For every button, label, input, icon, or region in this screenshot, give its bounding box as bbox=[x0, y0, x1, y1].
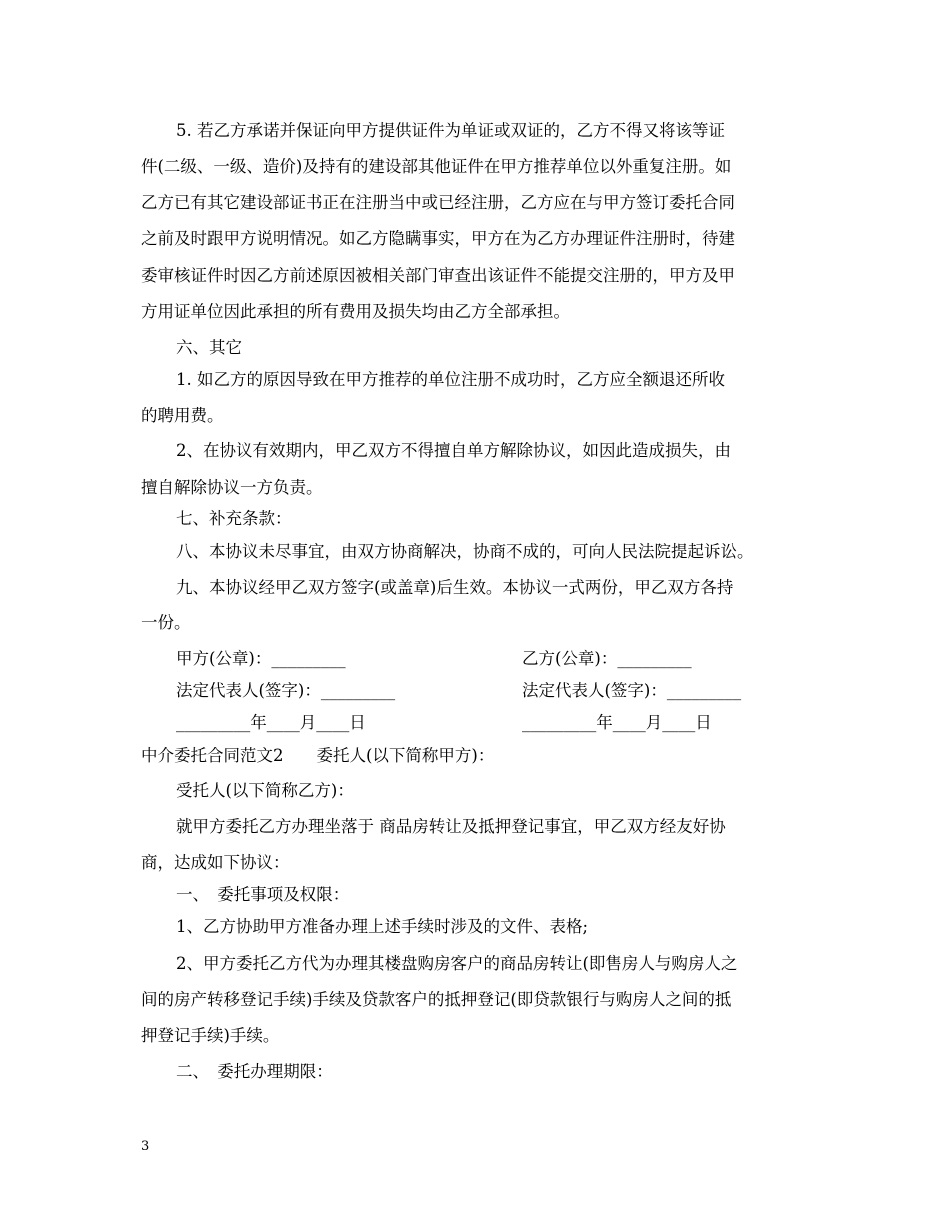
paragraph-line: 2、甲方委托乙方代为办理其楼盘购房客户的商品房转让(即售房人与购房人之 bbox=[176, 954, 738, 973]
paragraph-line: 就甲方委托乙方办理坐落于 商品房转让及抵押登记事宜，甲乙双方经友好协 bbox=[176, 817, 726, 836]
paragraph-line: 方用证单位因此承担的所有费用及损失均由乙方全部承担。 bbox=[141, 302, 570, 321]
paragraph-line: 九、本协议经甲乙双方签字(或盖章)后生效。本协议一式两份，甲乙双方各持 bbox=[176, 578, 734, 597]
paragraph-line: 间的房产转移登记手续)手续及贷款客户的抵押登记(即贷款银行与购房人之间的抵 bbox=[141, 990, 732, 1009]
paragraph-line: 八、本协议未尽事宜，由双方协商解决，协商不成的，可向人民法院提起诉讼。 bbox=[176, 542, 754, 561]
party-a-date-field: _________年____月____日 bbox=[176, 713, 366, 732]
paragraph-line: 受托人(以下简称乙方)： bbox=[176, 781, 354, 800]
party-b-date-field: _________年____月____日 bbox=[522, 713, 712, 732]
party-b-rep-field: 法定代表人(签字)：_________ bbox=[522, 681, 742, 700]
paragraph-line: 擅自解除协议一方负责。 bbox=[141, 478, 323, 497]
paragraph-line: 委审核证件时因乙方前述原因被相关部门审查出该证件不能提交注册的，甲方及甲 bbox=[141, 266, 735, 285]
paragraph-line: 件(二级、一级、造价)及持有的建设部其他证件在甲方推荐单位以外重复注册。如 bbox=[141, 157, 732, 176]
paragraph-line: 1. 如乙方的原因导致在甲方推荐的单位注册不成功时，乙方应全额退还所收 bbox=[176, 370, 725, 389]
paragraph-line: 之前及时跟甲方说明情况。如乙方隐瞒事实，甲方在为乙方办理证件注册时，待建 bbox=[141, 229, 735, 248]
party-a-rep-field: 法定代表人(签字)：_________ bbox=[176, 681, 396, 700]
party-a-seal-field: 甲方(公章)：_________ bbox=[176, 649, 346, 668]
paragraph-line: 5. 若乙方承诺并保证向甲方提供证件为单证或双证的，乙方不得又将该等证 bbox=[176, 121, 725, 140]
paragraph-line: 押登记手续)手续。 bbox=[141, 1026, 280, 1045]
paragraph-line: 1、乙方协助甲方准备办理上述手续时涉及的文件、表格; bbox=[176, 917, 589, 936]
paragraph-line: 的聘用费。 bbox=[141, 406, 224, 425]
page-number: 3 bbox=[141, 1139, 150, 1154]
party-b-seal-field: 乙方(公章)：_________ bbox=[522, 649, 692, 668]
section-heading: 一、 委托事项及权限： bbox=[176, 885, 350, 904]
section-heading: 六、其它 bbox=[176, 338, 242, 357]
contract-title-line: 中介委托合同范文2 委托人(以下简称甲方)： bbox=[141, 746, 495, 765]
paragraph-line: 2、在协议有效期内，甲乙双方不得擅自单方解除协议，如因此造成损失，由 bbox=[176, 441, 731, 460]
section-heading: 二、 委托办理期限： bbox=[176, 1062, 333, 1081]
section-heading: 七、补充条款： bbox=[176, 509, 292, 528]
paragraph-line: 乙方已有其它建设部证书正在注册当中或已经注册，乙方应在与甲方签订委托合同 bbox=[141, 193, 735, 212]
paragraph-line: 商，达成如下协议： bbox=[141, 853, 290, 872]
paragraph-line: 一份。 bbox=[141, 613, 191, 632]
